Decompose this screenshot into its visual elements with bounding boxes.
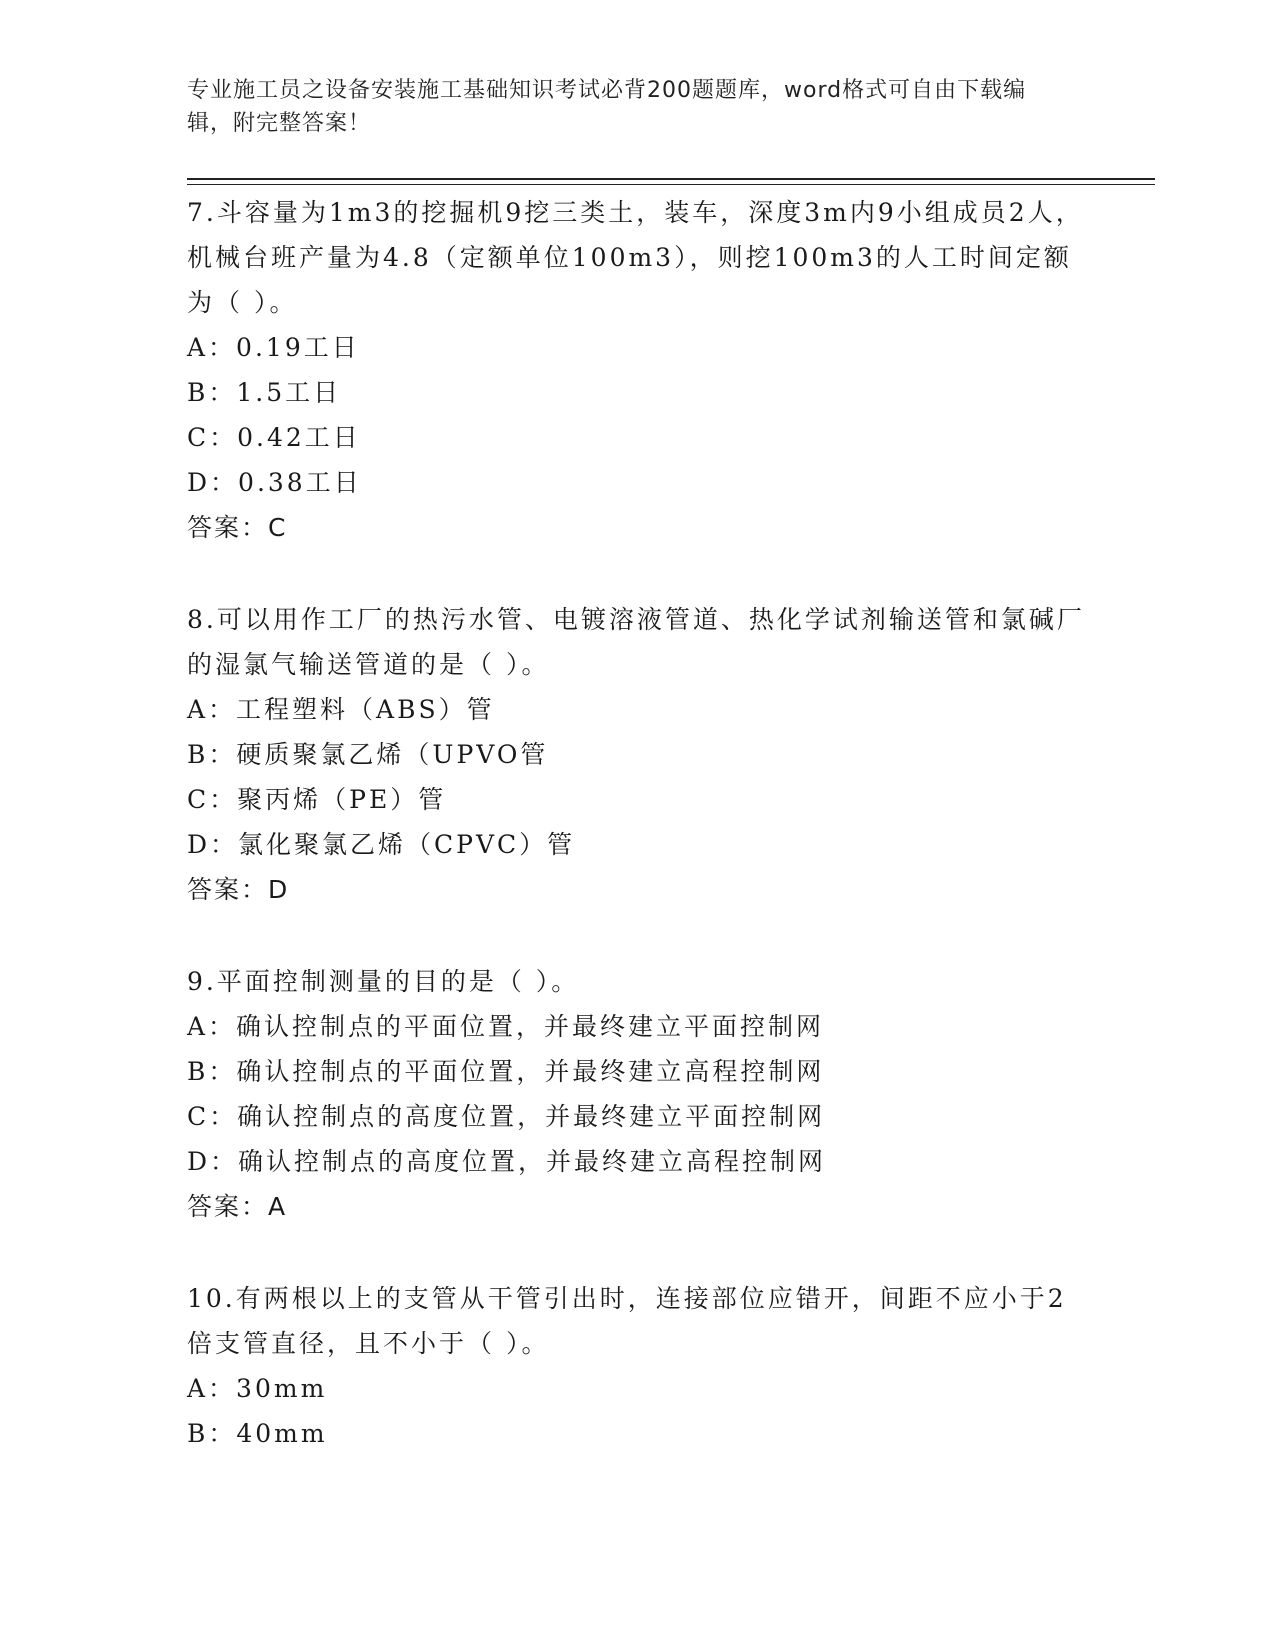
question-10 bbox=[187, 1276, 1087, 1456]
option-a: A：0.19工日 bbox=[187, 333, 360, 362]
document-header: 专业施工员之设备安装施工基础知识考试必背200题题库，word格式可自由下载编辑，附完整答案！ bbox=[187, 78, 1027, 136]
option-b: B：确认控制点的平面位置，并最终建立高程控制网 bbox=[187, 1057, 825, 1086]
option-b: B：硬质聚氯乙烯（UPVO管 bbox=[187, 740, 549, 769]
option-d: D：确认控制点的高度位置，并最终建立高程控制网 bbox=[187, 1147, 827, 1176]
option-a: A：确认控制点的平面位置，并最终建立平面控制网 bbox=[187, 1012, 825, 1041]
question-list bbox=[187, 190, 1087, 1503]
option-c: C：0.42工日 bbox=[187, 423, 361, 452]
option-b: B：40mm bbox=[187, 1419, 328, 1448]
option-d: D：氯化聚氯乙烯（CPVC）管 bbox=[187, 830, 576, 859]
header-divider-thin bbox=[187, 184, 1155, 185]
header-divider-thick bbox=[187, 178, 1155, 180]
question-text: 8.可以用作工厂的热污水管、电镀溶液管道、热化学试剂输送管和氯碱厂的湿氯气输送管道的是（ ）。 bbox=[187, 605, 1085, 679]
option-b: B：1.5工日 bbox=[187, 378, 342, 407]
question-text: 7.斗容量为1m3的挖掘机9挖三类土，装车，深度3m内9小组成员2人，机械台班产量为4.8（定额单位100m3），则挖100m3的人工时间定额为（ ）。 bbox=[187, 198, 1084, 317]
question-text: 9.平面控制测量的目的是（ ）。 bbox=[187, 967, 580, 996]
answer: 答案：C bbox=[187, 513, 288, 542]
answer: 答案：A bbox=[187, 1192, 288, 1221]
option-d: D：0.38工日 bbox=[187, 468, 362, 497]
option-c: C：聚丙烯（PE）管 bbox=[187, 785, 447, 814]
answer: 答案：D bbox=[187, 875, 290, 904]
question-7 bbox=[187, 190, 1087, 550]
option-a: A：30mm bbox=[187, 1374, 328, 1403]
question-8 bbox=[187, 597, 1087, 912]
option-c: C：确认控制点的高度位置，并最终建立平面控制网 bbox=[187, 1102, 826, 1131]
question-9 bbox=[187, 959, 1087, 1229]
question-text: 10.有两根以上的支管从干管引出时，连接部位应错开，间距不应小于2倍支管直径，且不小于（ ）。 bbox=[187, 1284, 1067, 1358]
option-a: A：工程塑料（ABS）管 bbox=[187, 695, 495, 724]
